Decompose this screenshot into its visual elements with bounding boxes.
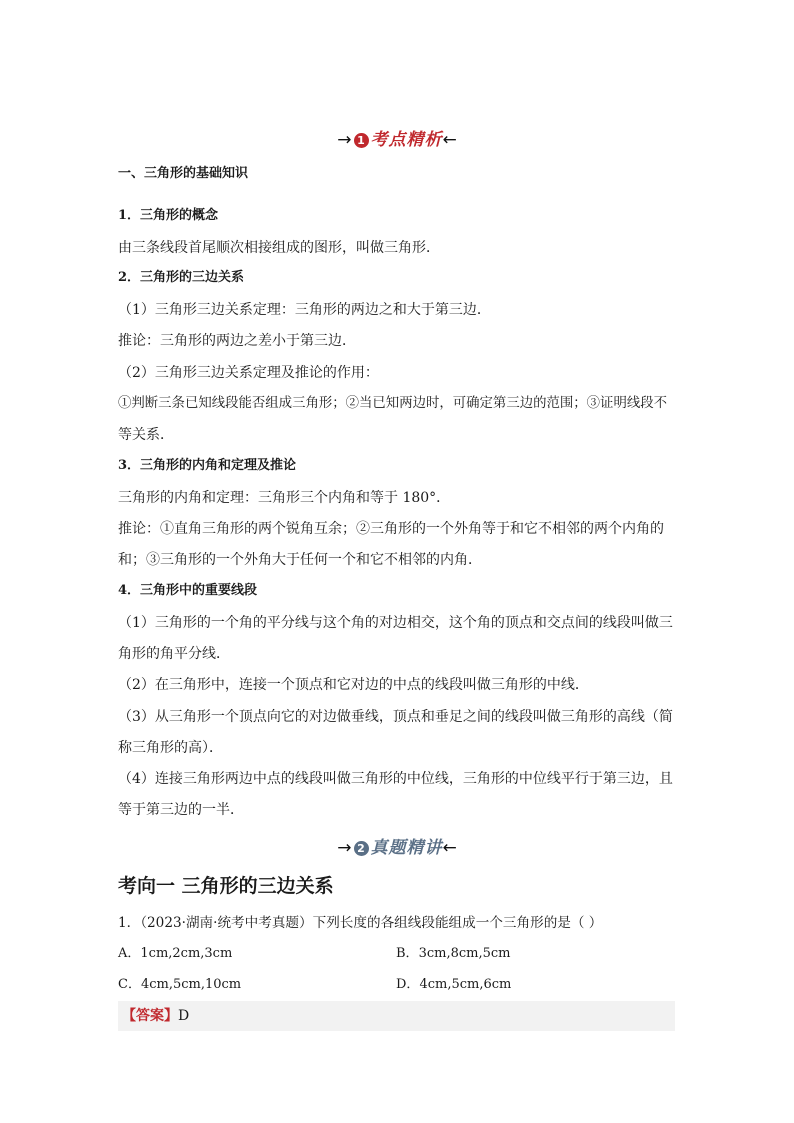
s4-p1b: 角形的角平分线．	[118, 646, 230, 662]
option-d	[396, 975, 511, 995]
number-badge: 2	[354, 841, 369, 856]
answer-label: 【答案】	[122, 1008, 178, 1024]
s4-p3b: 称三角形的高）．	[118, 740, 223, 756]
s4-p4a: （4）连接三角形两边中点的线段叫做三角形的中位线，三角形的中位线平行于第三边，且	[118, 771, 673, 787]
option-text: 4cm,5cm,6cm	[419, 977, 512, 992]
banner-title: 真题精讲	[370, 838, 443, 858]
section-title: 一、三角形的基础知识	[118, 166, 249, 181]
s4-p3a: （3）从三角形一个顶点向它的对边做垂线，顶点和垂足之间的线段叫做三角形的高线（简	[118, 709, 673, 725]
s3-p2a: 推论：①直角三角形的两个锐角互余；②三角形的一个外角等于和它不相邻的两个内角的	[118, 521, 664, 537]
option-letter: A．	[118, 946, 141, 961]
s4-p1a: （1）三角形的一个角的平分线与这个角的对边相交，这个角的顶点和交点间的线段叫做三	[118, 615, 673, 631]
arrow-right-icon: →	[337, 838, 352, 858]
option-text: 1cm,2cm,3cm	[140, 946, 233, 961]
arrow-left-icon: ←	[442, 130, 457, 150]
option-text: 3cm,8cm,5cm	[418, 946, 511, 961]
s1-title: 1．三角形的概念	[118, 208, 219, 223]
option-letter: D．	[396, 977, 420, 992]
question-text: 1．（2023·湖南·统考中考真题）下列长度的各组线段能组成一个三角形的是（ ）	[118, 915, 603, 931]
s2-p3: （2）三角形三边关系定理及推论的作用：	[118, 365, 379, 381]
s2-p4a: ①判断三条已知线段能否组成三角形；②当已知两边时，可确定第三边的范围；③证明线段不	[118, 396, 668, 411]
option-text: 4cm,5cm,10cm	[140, 977, 242, 992]
answer-box	[118, 1001, 675, 1031]
s3-p2b: 和；③三角形的一个外角大于任何一个和它不相邻的内角．	[118, 552, 482, 568]
option-letter: C．	[118, 977, 141, 992]
option-a	[118, 944, 232, 964]
banner-real-questions	[0, 836, 794, 860]
topic-title: 考向一 三角形的三边关系	[118, 875, 334, 897]
banner-exam-points	[0, 128, 794, 152]
banner-title: 考点精析	[370, 130, 443, 150]
option-c	[118, 975, 241, 995]
s2-title: 2．三角形的三边关系	[118, 270, 245, 285]
s1-body: 由三条线段首尾顺次相接组成的图形，叫做三角形．	[118, 240, 440, 256]
option-letter: B．	[396, 946, 419, 961]
arrow-left-icon: ←	[442, 838, 457, 858]
s2-p2: 推论：三角形的两边之差小于第三边．	[118, 333, 356, 349]
arrow-right-icon: →	[337, 130, 352, 150]
option-b	[396, 944, 510, 964]
s3-title: 3．三角形的内角和定理及推论	[118, 458, 297, 473]
s4-title: 4．三角形中的重要线段	[118, 583, 258, 598]
s4-p4b: 等于第三边的一半．	[118, 802, 244, 818]
s3-p1: 三角形的内角和定理：三角形三个内角和等于 180°．	[118, 490, 451, 506]
s2-p4b: 等关系．	[118, 427, 174, 443]
answer-value: D	[178, 1008, 190, 1024]
s2-p1: （1）三角形三边关系定理：三角形的两边之和大于第三边．	[118, 302, 491, 318]
s4-p2: （2）在三角形中，连接一个顶点和它对边的中点的线段叫做三角形的中线．	[118, 677, 589, 693]
number-badge: 1	[354, 133, 369, 148]
